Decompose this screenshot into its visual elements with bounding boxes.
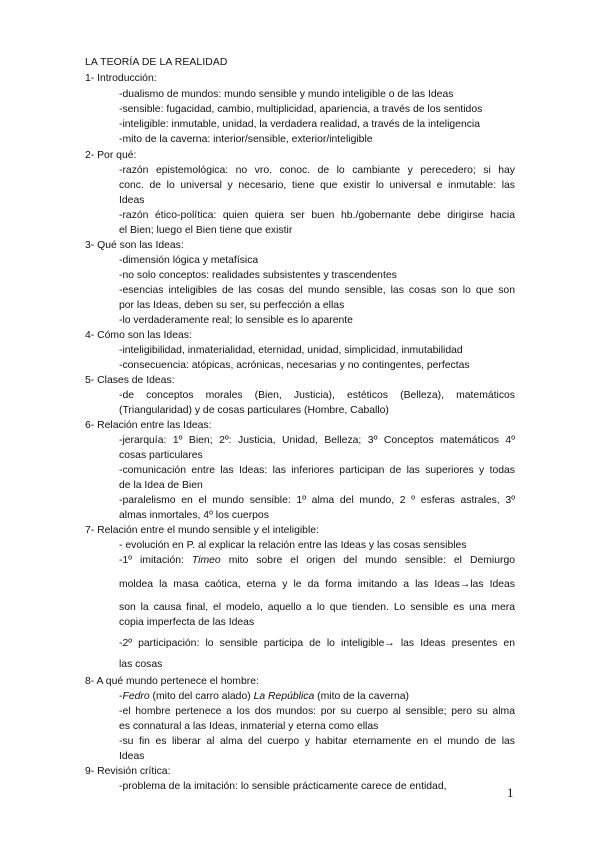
body-line: -sensible: fugacidad, cambio, multiplicidad, apariencia, a través de los sentidos — [119, 104, 483, 115]
work-title-italic: Timeo — [191, 555, 221, 566]
body-line: -dualismo de mundos: mundo sensible y mundo inteligible o de las Ideas — [119, 89, 454, 100]
body-line: cosas particulares — [119, 450, 203, 461]
body-line: -2º participación: lo sensible participa de lo inteligible→ las Ideas presentes en — [119, 638, 515, 649]
body-line: -problema de la imitación: lo sensible prácticamente carece de entidad, — [119, 781, 447, 792]
body-line — [119, 554, 515, 568]
body-line: -mito de la caverna: interior/sensible, exterior/inteligible — [119, 134, 373, 145]
body-line: -Fedro (mito del carro alado) La República (mito de la caverna) — [119, 691, 409, 702]
section-heading: 7- Relación entre el mundo sensible y el inteligible: — [85, 525, 319, 536]
body-line: -consecuencia: atópicas, acrónicas, necesarias y no contingentes, perfectas — [119, 360, 470, 371]
body-line: -dimensión lógica y metafísica — [119, 255, 259, 266]
body-line: -razón ético-política: quien quiera ser buen hb./gobernante debe dirigirse hacia — [119, 210, 515, 221]
body-text: -1º imitación: — [119, 555, 184, 566]
document-title: LA TEORÍA DE LA REALIDAD — [85, 57, 228, 68]
body-line: el Bien; luego el Bien tiene que existir — [119, 225, 293, 236]
work-title-italic: Fedro — [122, 691, 150, 702]
body-line: moldea la masa caótica, eterna y le da forma imitando a las Ideas→las Ideas — [119, 579, 515, 590]
body-line: Ideas — [119, 751, 145, 762]
body-line: -inteligible: inmutable, unidad, la verdadera realidad, a través de la inteligencia — [119, 119, 481, 130]
body-line: (Triangularidad) y de cosas particulares (Hombre, Caballo) — [119, 405, 389, 416]
body-line: por las Ideas, deben su ser, su perfección a ellas — [119, 300, 345, 311]
section-heading: 8- A qué mundo pertenece el hombre: — [85, 676, 259, 687]
body-line: -de conceptos morales (Bien, Justicia), estéticos (Belleza), matemáticos — [119, 390, 515, 401]
section-heading: 2- Por qué: — [85, 150, 137, 161]
body-line: -su fin es liberar al alma del cuerpo y habitar eternamente en el mundo de las — [119, 736, 515, 747]
body-line: -paralelismo en el mundo sensible: 1º alma del mundo, 2 º esferas astrales, 3º — [119, 495, 515, 506]
section-heading: 9- Revisión crítica: — [85, 766, 171, 777]
body-line: es connatural a las Ideas, inmaterial y eterna como ellas — [119, 721, 379, 732]
body-line: -no solo conceptos: realidades subsistentes y trascendentes — [119, 270, 397, 281]
body-line: -el hombre pertenece a los dos mundos: por su cuerpo al sensible; pero su alma — [119, 706, 515, 717]
body-line: copia imperfecta de las Ideas — [119, 617, 255, 628]
body-text: (mito del carro alado) — [152, 691, 251, 702]
body-text: (mito de la caverna) — [317, 691, 409, 702]
body-line: almas inmortales, 4º los cuerpos — [119, 510, 269, 521]
body-line: -comunicación entre las Ideas: las inferiores participan de las superiores y todas — [119, 465, 515, 476]
body-line: -inteligibilidad, inmaterialidad, eternidad, unidad, simplicidad, inmutabilidad — [119, 345, 463, 356]
body-line: -esencias inteligibles de las cosas del mundo sensible, las cosas son lo que son — [119, 285, 515, 296]
body-line: Ideas — [119, 195, 145, 206]
work-title-italic: La República — [253, 691, 315, 702]
body-line: - evolución en P. al explicar la relación entre las Ideas y las cosas sensibles — [119, 540, 467, 551]
section-heading: 4- Cómo son las Ideas: — [85, 330, 192, 341]
body-line: -jerarquía: 1º Bien; 2º: Justicia, Unidad, Belleza; 3º Conceptos matemáticos 4º — [119, 435, 515, 446]
body-line: las cosas — [119, 659, 163, 670]
page-number: 1 — [507, 785, 514, 800]
body-line: conc. de lo universal y necesario, tiene que existir lo universal e inmutable: las — [119, 180, 515, 191]
body-line: -razón epistemológica: no vro. conoc. de lo cambiante y perecedero; si hay — [119, 165, 515, 176]
body-line: son la causa final, el modelo, aquello a lo que tienden. Lo sensible es una mera — [119, 602, 515, 613]
section-heading: 6- Relación entre las Ideas: — [85, 420, 212, 431]
body-line: -lo verdaderamente real; lo sensible es lo aparente — [119, 315, 353, 326]
body-text: mito sobre el origen del mundo sensible: el Demiurgo — [228, 555, 516, 566]
section-heading: 5- Clases de Ideas: — [85, 375, 175, 386]
section-heading: 3- Qué son las Ideas: — [85, 240, 184, 251]
body-line: de la Idea de Bien — [119, 480, 203, 491]
section-heading: 1- Introducción: — [85, 73, 157, 84]
